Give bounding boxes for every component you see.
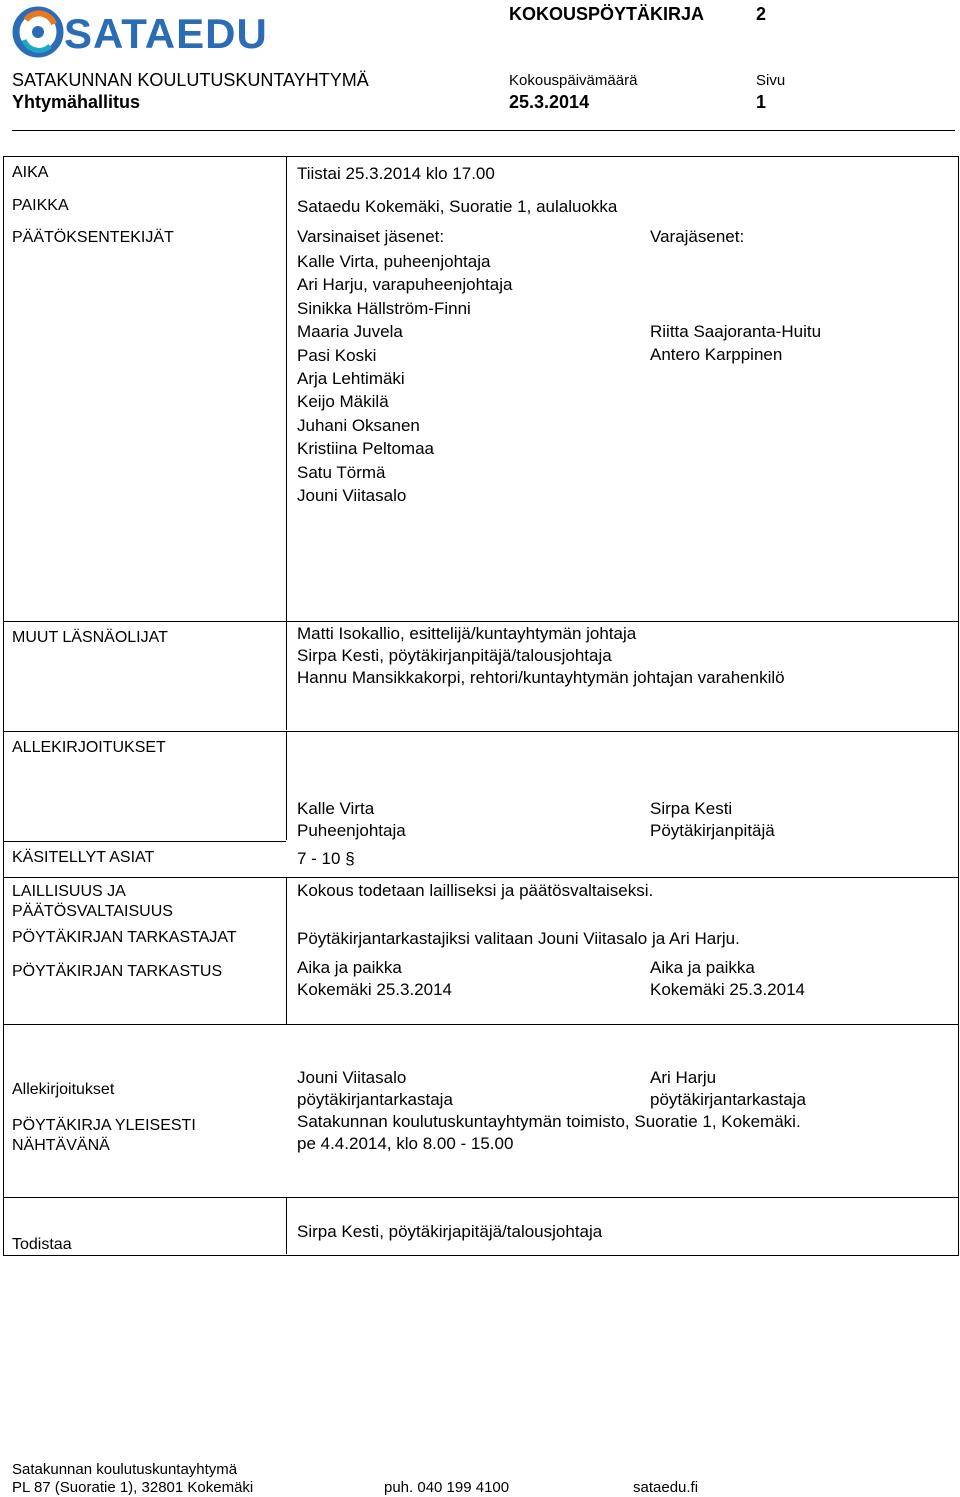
row-line-6	[3, 1197, 958, 1198]
list-item: Satu Törmä	[297, 462, 386, 482]
paikka-label: PAIKKA	[12, 197, 69, 214]
org-name: SATAKUNNAN KOULUTUSKUNTAYHTYMÄ	[12, 70, 369, 90]
page-number: 1	[756, 92, 767, 112]
signature-2-role: Pöytäkirjanpitäjä	[650, 821, 775, 840]
row-line-3	[3, 841, 286, 842]
col-divider-2	[286, 622, 287, 730]
col-divider-1	[286, 156, 287, 621]
list-item: Hannu Mansikkakorpi, rehtori/kuntayhtymän johtajan varahenkilö	[297, 668, 785, 687]
list-item: Sirpa Kesti, pöytäkirjanpitäjä/talousjohtaja	[297, 646, 612, 665]
list-item: Kristiina Peltomaa	[297, 439, 435, 459]
list-item: Sinikka Hällström-Finni	[297, 298, 471, 318]
list-item: Kalle Virta, puheenjohtaja	[297, 252, 491, 271]
tarkastus-col2-line2: Kokemäki 25.3.2014	[650, 980, 805, 999]
nahtavana-label-1: PÖYTÄKIRJA YLEISESTI	[12, 1117, 196, 1134]
tarkastus-label: PÖYTÄKIRJAN TARKASTUS	[12, 963, 223, 980]
signature-1-role: Puheenjohtaja	[297, 821, 406, 840]
aika-label: AIKA	[12, 164, 49, 181]
list-item: Antero Karppinen	[650, 345, 783, 365]
date-label: Kokouspäivämäärä	[509, 72, 638, 89]
paatoksentekijat-label: PÄÄTÖKSENTEKIJÄT	[12, 229, 174, 246]
header-divider	[12, 130, 955, 131]
todistaa-value: Sirpa Kesti, pöytäkirjapitäjä/talousjohtaja	[297, 1222, 603, 1241]
nahtavana-label-2: NÄHTÄVÄNÄ	[12, 1137, 110, 1154]
col-divider-3	[286, 732, 287, 840]
row-line-4	[3, 877, 958, 878]
row-line-2	[3, 731, 958, 732]
tarkastus-col1-line2: Kokemäki 25.3.2014	[297, 980, 452, 999]
tarkastajat-value: Pöytäkirjantarkastajiksi valitaan Jouni Viitasalo ja Ari Harju.	[297, 929, 740, 948]
footer-web[interactable]: sataedu.fi	[633, 1479, 699, 1496]
list-item: Keijo Mäkilä	[297, 392, 389, 412]
laillisuus-label-2: PÄÄTÖSVALTAISUUS	[12, 903, 173, 920]
deputies-list	[650, 320, 821, 367]
doc-number: 2	[756, 4, 767, 24]
aika-value: Tiistai 25.3.2014 klo 17.00	[297, 164, 495, 183]
footer-phone: puh. 040 199 4100	[384, 1479, 510, 1496]
page-label: Sivu	[756, 72, 786, 89]
col-divider-5	[286, 1198, 287, 1254]
list-item: Arja Lehtimäki	[297, 369, 405, 389]
list-item: Riitta Saajoranta-Huitu	[650, 322, 822, 341]
inspector-2-role: pöytäkirjantarkastaja	[650, 1090, 806, 1109]
col-divider-4	[286, 878, 287, 1024]
list-item: Ari Harju, varapuheenjohtaja	[297, 275, 513, 295]
footer-org: Satakunnan koulutuskuntayhtymä	[12, 1461, 238, 1478]
row-line-5	[3, 1024, 958, 1025]
row-line-1	[3, 621, 958, 622]
list-item: Juhani Oksanen	[297, 415, 420, 435]
logo-text: SATAEDU	[64, 10, 268, 57]
members-heading: Varsinaiset jäsenet:	[297, 227, 445, 246]
inspector-1-role: pöytäkirjantarkastaja	[297, 1090, 453, 1109]
laillisuus-label-1: LAILLISUUS JA	[12, 883, 126, 900]
deputies-heading: Varajäsenet:	[650, 227, 745, 246]
paikka-value: Sataedu Kokemäki, Suoratie 1, aulaluokka	[297, 197, 618, 216]
members-list	[297, 250, 512, 507]
inspector-2-name: Ari Harju	[650, 1068, 717, 1087]
laillisuus-value: Kokous todetaan lailliseksi ja päätösvaltaiseksi.	[297, 881, 654, 900]
tarkastus-col1-line1: Aika ja paikka	[297, 958, 402, 977]
doc-type: KOKOUSPÖYTÄKIRJA	[509, 4, 705, 24]
muut-list	[297, 623, 785, 689]
allekirjoitukset-label: ALLEKIRJOITUKSET	[12, 739, 166, 756]
list-item: Maaria Juvela	[297, 322, 403, 342]
footer-address: PL 87 (Suoratie 1), 32801 Kokemäki	[12, 1479, 254, 1496]
tarkastajat-label: PÖYTÄKIRJAN TARKASTAJAT	[12, 929, 237, 946]
tarkastus-col2-line1: Aika ja paikka	[650, 958, 755, 977]
signature-1-name: Kalle Virta	[297, 799, 375, 818]
allekirjoitukset2-label: Allekirjoitukset	[12, 1081, 115, 1098]
kasitellyt-label: KÄSITELLYT ASIAT	[12, 849, 155, 866]
kasitellyt-value: 7 - 10 §	[297, 849, 355, 868]
list-item: Pasi Koski	[297, 345, 377, 365]
body-name: Yhtymähallitus	[12, 92, 141, 112]
signature-2-name: Sirpa Kesti	[650, 799, 733, 818]
todistaa-label: Todistaa	[12, 1236, 72, 1253]
nahtavana-line-2: pe 4.4.2014, klo 8.00 - 15.00	[297, 1134, 514, 1153]
list-item: Matti Isokallio, esittelijä/kuntayhtymän johtaja	[297, 624, 637, 643]
inspector-1-name: Jouni Viitasalo	[297, 1068, 407, 1087]
muut-label: MUUT LÄSNÄOLIJAT	[12, 629, 168, 646]
list-item: Jouni Viitasalo	[297, 486, 407, 506]
nahtavana-line-1: Satakunnan koulutuskuntayhtymän toimisto, Suoratie 1, Kokemäki.	[297, 1112, 801, 1131]
meeting-date: 25.3.2014	[509, 92, 590, 112]
sataedu-logo	[12, 4, 268, 60]
